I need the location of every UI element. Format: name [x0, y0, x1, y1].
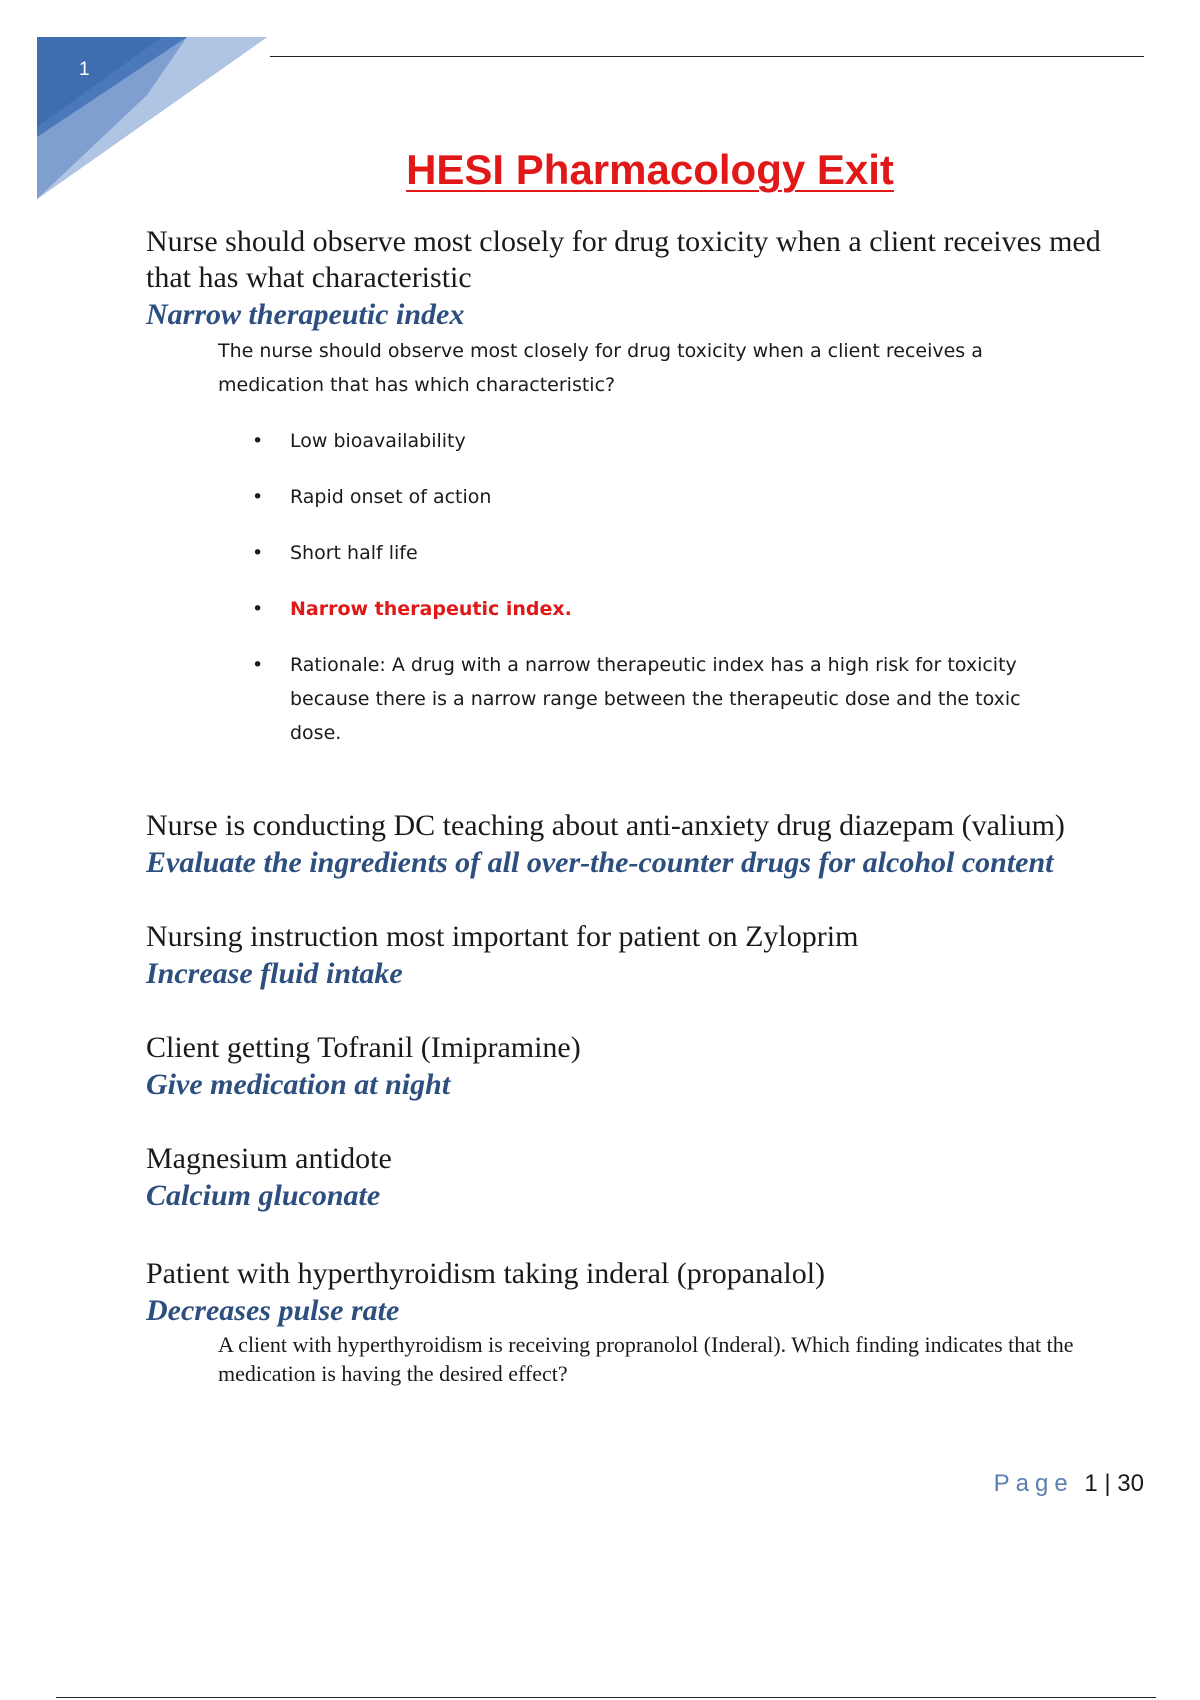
qa-item-6 [146, 1256, 1136, 1388]
footer-rule [56, 1697, 1156, 1698]
question-text: Nurse should observe most closely for drug toxicity when a client receives med that has what characteristic [146, 225, 1101, 294]
option-label: Short half life [290, 542, 418, 564]
qa-item-4 [146, 1030, 1136, 1104]
qa-item-3 [146, 919, 1136, 993]
page-indicator [994, 1470, 1144, 1498]
rationale-text: Rationale: A drug with a narrow therapeutic index has a high risk for toxicity because there is a narrow range between the therapeutic dose and the toxic dose. [290, 654, 1021, 744]
option-list [146, 424, 1136, 750]
qa-item-2 [146, 808, 1136, 882]
qa-item-5 [146, 1141, 1136, 1215]
answer-text: Calcium gluconate [146, 1179, 381, 1212]
document-title: HESI Pharmacology Exit [406, 146, 894, 193]
option-label: Narrow therapeutic index. [290, 598, 572, 620]
question-text: Nursing instruction most important for patient on Zyloprim [146, 920, 859, 953]
question-text: Patient with hyperthyroidism taking inderal (propanalol) [146, 1257, 826, 1290]
page-total: 30 [1117, 1470, 1144, 1497]
page-separator: | [1104, 1470, 1111, 1497]
page-current: 1 [1084, 1470, 1098, 1497]
bullet-icon: • [252, 542, 264, 564]
option-item-correct [252, 592, 1070, 626]
question-text: Magnesium antidote [146, 1142, 392, 1175]
bullet-icon: • [252, 430, 264, 452]
question-text: Nurse is conducting DC teaching about anti-anxiety drug diazepam (valium) [146, 809, 1065, 842]
bullet-icon: • [252, 486, 264, 508]
header-rule [270, 56, 1144, 57]
option-label: Rapid onset of action [290, 486, 492, 508]
page-badge-number: 1 [79, 59, 90, 80]
answer-text: Increase fluid intake [146, 957, 403, 990]
answer-text: Narrow therapeutic index [146, 298, 465, 331]
option-label: Low bioavailability [290, 430, 466, 452]
page-word: Page [993, 1470, 1074, 1497]
question-text: Client getting Tofranil (Imipramine) [146, 1031, 581, 1064]
option-item-rationale [252, 648, 1070, 750]
answer-text: Evaluate the ingredients of all over-the-counter drugs for alcohol content [146, 846, 1054, 879]
answer-text: Decreases pulse rate [146, 1294, 400, 1327]
question-detail: The nurse should observe most closely for drug toxicity when a client receives a medication that has which characteristic? [218, 340, 983, 396]
option-item [252, 536, 1070, 570]
bullet-icon: • [252, 654, 264, 676]
bullet-icon: • [252, 598, 264, 620]
qa-item-1 [146, 224, 1136, 772]
answer-text: Give medication at night [146, 1068, 451, 1101]
option-item [252, 424, 1070, 458]
question-detail: A client with hyperthyroidism is receiving propranolol (Inderal). Which finding indicates that the medication is having the desired effect? [218, 1332, 1074, 1386]
option-item [252, 480, 1070, 514]
